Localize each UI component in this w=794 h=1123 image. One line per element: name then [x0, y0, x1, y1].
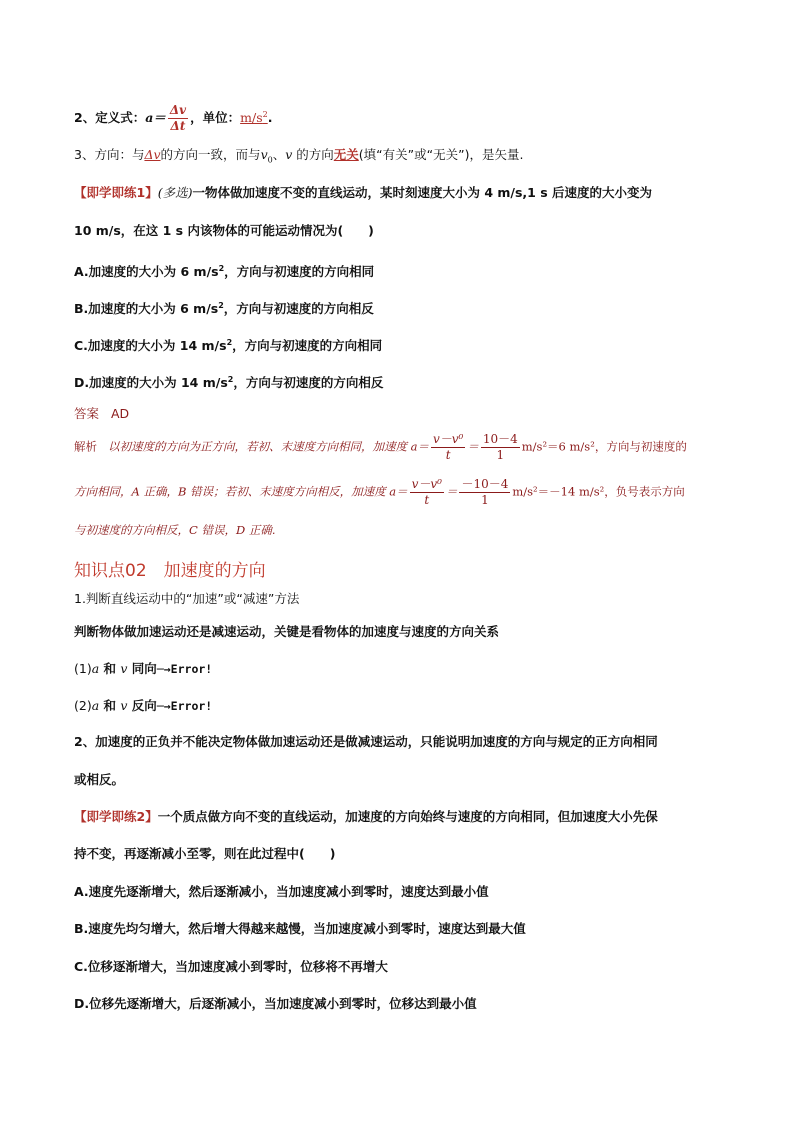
- definition-end: .: [267, 110, 273, 125]
- exercise2-tag: 【即学即练2】: [74, 809, 158, 824]
- section-note-line2: 或相反。: [74, 772, 125, 787]
- error-field: Error!: [170, 662, 213, 676]
- exercise2-stem-line1: [74, 808, 658, 826]
- exercise1-option-a: A.加速度的大小为 6 $m/s^2$，方向与初速度的方向相同: [74, 264, 375, 280]
- definition-lhs: a＝: [145, 110, 166, 125]
- explanation-line1: 解析 以初速度的方向为正方向，若初、末速度方向相同，加速度 a＝ $\frac{\text{v－v⁰}}{t}$ ＝ $\frac{10-4}{1}$ m/s²＝6 m/s²，方向与初速度的: [74, 432, 687, 462]
- case1-line: (1)a 和 v 同向─→Error!: [74, 661, 213, 676]
- v-term: v: [285, 147, 293, 162]
- section-title: 知识点02 加速度的方向: [74, 561, 266, 581]
- exercise2-stem1: 一个质点做方向不变的直线运动，加速度的方向始终与速度的方向相同，但加速度大小先保: [157, 809, 658, 824]
- explanation-p1: 以初速度的方向为正方向，若初、末速度方向相同，加速度 a＝: [107, 439, 429, 454]
- exercise2-stem-line2: 持不变，再逐渐减小至零，则在此过程中( ): [74, 846, 336, 861]
- section-sub1: 1.判断直线运动中的“加速”或“减速”方法: [74, 591, 300, 606]
- exercise1-stem-line1: [74, 184, 652, 202]
- exercise1-option-c: C.加速度的大小为 14 $m/s^2$，方向与初速度的方向相同: [74, 338, 383, 354]
- unit-label: ，单位：: [190, 110, 241, 125]
- case2-line: (2)a 和 v 反向─→Error!: [74, 698, 213, 713]
- arrow-icon: ─→: [156, 699, 171, 713]
- explanation-p2: 方向相同，A 正确，B 错误；若初、末速度方向相反，加速度 a＝: [74, 484, 408, 499]
- unit-value: $m/s^2$: [240, 109, 268, 125]
- exercise1-answer: [74, 405, 129, 423]
- exercise2-option-c: C.位移逐渐增大，当加速度减小到零时，位移将不再增大: [74, 959, 388, 974]
- v0-term: $v_0$: [260, 147, 273, 165]
- section-note-line1: 2、加速度的正负并不能决定物体做加速运动还是做减速运动，只能说明加速度的方向与规定的正方向相同: [74, 734, 658, 749]
- arrow-icon: ─→: [156, 662, 171, 676]
- delta-v-term: Δv: [144, 147, 161, 162]
- explanation-p1-tail: m/s²＝6 m/s²，方向与初速度的: [521, 439, 687, 454]
- direction-post: (填“有关”或“无关”)，是矢量.: [358, 147, 524, 162]
- direction-mid: 的方向一致，而与: [160, 147, 261, 162]
- fraction-numerator: Δv: [169, 103, 187, 117]
- direction-mid2: 的方向: [292, 147, 334, 162]
- exercise2-option-a: A.速度先逐渐增大，然后逐渐减小，当加速度减小到零时，速度达到最小值: [74, 884, 489, 899]
- direction-sep: 、: [272, 147, 286, 162]
- explanation-fraction3: $\frac{\text{v－v⁰}}{t}$: [411, 477, 442, 507]
- definition-label: 2、定义式：: [74, 110, 146, 125]
- explanation-p2-tail: m/s²＝－14 m/s²，负号表示方向: [512, 484, 685, 499]
- exercise1-note: (多选): [157, 185, 193, 200]
- exercise2-option-b: B.速度先均匀增大，然后增大得越来越慢，当加速度减小到零时，速度达到最大值: [74, 921, 526, 936]
- definition-line: [74, 103, 272, 134]
- explanation-fraction4: $\frac{-10-4}{1}$: [461, 477, 509, 507]
- answer-value: AD: [110, 406, 130, 421]
- answer-label: 答案: [74, 406, 100, 421]
- definition-fraction: [168, 103, 188, 134]
- fraction-denominator: Δt: [170, 119, 186, 133]
- explanation-line2: 方向相同，A 正确，B 错误；若初、末速度方向相反，加速度 a＝ $\frac{\text{v－v⁰}}{t}$ ＝ $\frac{-10-4}{1}$ m/s²＝－14 m/s²，负号表示方向: [74, 477, 685, 507]
- exercise1-option-d: D.加速度的大小为 14 $m/s^2$，方向与初速度的方向相反: [74, 375, 384, 391]
- exercise1-stem-line2: 10 m/s，在这 1 s 内该物体的可能运动情况为( ): [74, 223, 374, 238]
- exercise1-tag: 【即学即练1】: [74, 185, 158, 200]
- explanation-fraction2: $\frac{10-4}{1}$: [482, 432, 518, 462]
- explanation-line3: 与初速度的方向相反，C 错误，D 正确.: [74, 523, 276, 537]
- exercise1-option-b: B.加速度的大小为 6 $m/s^2$，方向与初速度的方向相反: [74, 301, 374, 317]
- explanation-fraction1: $\frac{\text{v－v⁰}}{t}$: [432, 432, 464, 462]
- direction-line: [74, 146, 523, 170]
- error-field: Error!: [170, 699, 213, 713]
- section-key: 判断物体做加速运动还是减速运动，关键是看物体的加速度与速度的方向关系: [74, 624, 500, 639]
- exercise2-option-d: D.位移先逐渐增大，后逐渐减小，当加速度减小到零时，位移达到最小值: [74, 996, 477, 1011]
- direction-answer: 无关: [333, 147, 359, 162]
- direction-prefix: 3、方向：与: [74, 147, 145, 162]
- exercise1-stem1: 一物体做加速度不变的直线运动，某时刻速度大小为 4 m/s,1 s 后速度的大小变为: [192, 185, 652, 200]
- explanation-label: 解析: [74, 439, 97, 454]
